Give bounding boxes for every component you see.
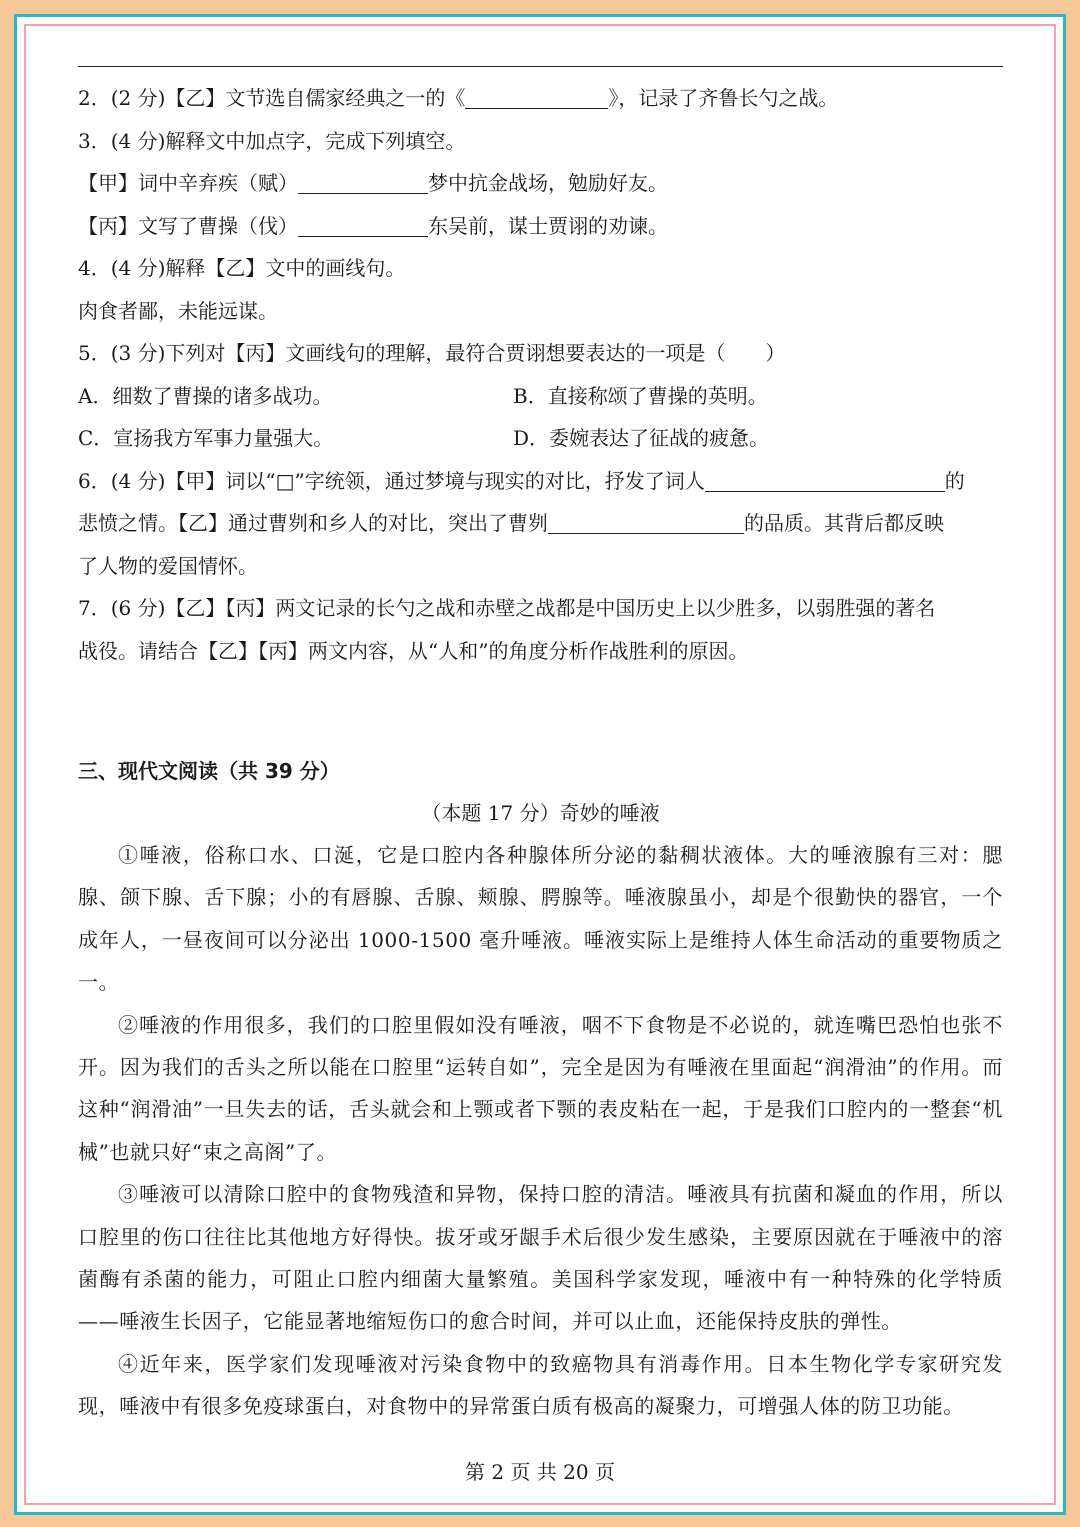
- question-6-line-3: 了人物的爱国情怀。: [78, 553, 258, 578]
- option-d[interactable]: D．委婉表达了征战的疲惫。: [513, 426, 770, 450]
- question-3: 3．(4 分)解释文中加点字，完成下列填空。: [78, 128, 466, 153]
- document-page: [78, 66, 1003, 1428]
- section-title: 三、现代文阅读（共 39 分）: [78, 759, 340, 783]
- option-b[interactable]: B．直接称颂了曹操的英明。: [513, 383, 768, 408]
- answer-blank[interactable]: [298, 171, 428, 194]
- answer-blank[interactable]: [298, 214, 428, 237]
- paragraph-1: ①唾液，俗称口水、口涎，它是口腔内各种腺体所分泌的黏稠状液体。大的唾液腺有三对：腮腺、颌下腺、舌下腺；小的有唇腺、舌腺、颊腺、腭腺等。唾液腺虽小，却是个很勤快的器官，一个成年人，一昼夜间可以分泌出 1000-1500 毫升唾液。唾液实际上是维持人体生命活动的重要物质之一。: [78, 843, 1003, 995]
- question-3-jia: 【甲】词中辛弃疾（赋） 梦中抗金战场，勉励好友。: [78, 171, 668, 195]
- answer-blank[interactable]: [548, 511, 744, 534]
- question-2: 2．(2 分)【乙】文节选自儒家经典之一的《 》，记录了齐鲁长勺之战。: [78, 86, 839, 110]
- question-3-bing: 【丙】文写了曹操（伐） 东吴前，谋士贾诩的劝谏。: [78, 213, 668, 238]
- paragraph-3: ③唾液可以清除口腔中的食物残渣和异物，保持口腔的清洁。唾液具有抗菌和凝血的作用，所以口腔里的伤口往往比其他地方好得快。拔牙或牙龈手术后很少发生感染，主要原因就在于唾液中的溶菌酶有杀菌的能力，可阻止口腔内细菌大量繁殖。美国科学家发现，唾液中有一种特殊的化学特质——唾液生长因子，它能显著地缩短伤口的愈合时间，并可以止血，还能保持皮肤的弹性。: [78, 1182, 1003, 1334]
- question-4: 4．(4 分)解释【乙】文中的画线句。: [78, 256, 406, 280]
- answer-blank[interactable]: [465, 86, 608, 109]
- question-5-options-row-1: [78, 375, 1003, 418]
- option-c[interactable]: C．宣扬我方军事力量强大。: [78, 426, 334, 450]
- page-footer: 第 2 页 共 20 页: [465, 1460, 615, 1484]
- question-5: 5．(3 分)下列对【丙】文画线句的理解，最符合贾诩想要表达的一项是（ ）: [78, 341, 786, 365]
- question-4-text: 肉食者鄙，未能远谋。: [78, 298, 278, 323]
- question-7-line-1: 7．(6 分)【乙】【丙】两文记录的长勺之战和赤壁之战都是中国历史上以少胜多，以弱胜强的著名: [78, 596, 936, 620]
- option-a[interactable]: A．细数了曹操的诸多战功。: [78, 383, 333, 408]
- paragraph-4: ④近年来，医学家们发现唾液对污染食物中的致癌物具有消毒作用。日本生物化学专家研究发现，唾液中有很多免疫球蛋白，对食物中的异常蛋白质有极高的凝聚力，可增强人体的防卫功能。: [78, 1351, 1003, 1419]
- passage-title: （本题 17 分）奇妙的唾液: [421, 801, 660, 825]
- question-5-options-row-2: [78, 417, 1003, 460]
- question-6-line-2: 悲愤之情。【乙】通过曹刿和乡人的对比，突出了曹刿 的品质。其背后都反映: [78, 511, 944, 535]
- answer-blank[interactable]: [705, 469, 945, 492]
- question-6-line-1: 6．(4 分)【甲】词以“□”字统领，通过梦境与现实的对比，抒发了词人 的: [78, 468, 965, 493]
- paragraph-2: ②唾液的作用很多，我们的口腔里假如没有唾液，咽不下食物是不必说的，就连嘴巴恐怕也张不开。因为我们的舌头之所以能在口腔里“运转自如”，完全是因为有唾液在里面起“润滑油”的作用。而这种“润滑油”一旦失去的话，舌头就会和上颚或者下颚的表皮粘在一起，于是我们口腔内的一整套“机械”也就只好“束之高阁”了。: [78, 1012, 1003, 1164]
- top-rule: [78, 66, 1003, 67]
- question-7-line-2: 战役。请结合【乙】【丙】两文内容，从“人和”的角度分析作战胜利的原因。: [78, 638, 749, 663]
